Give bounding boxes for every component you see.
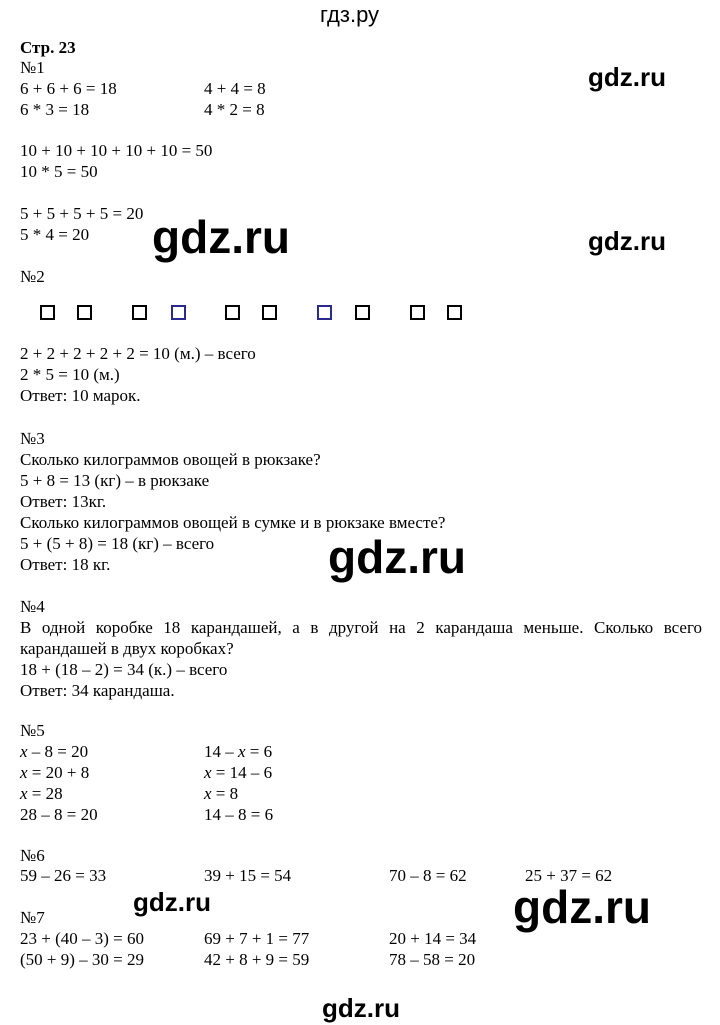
equation: 6 * 3 = 18: [20, 100, 90, 119]
task-title: №7: [20, 908, 45, 927]
equation: 10 + 10 + 10 + 10 + 10 = 50: [20, 141, 213, 160]
equation: 18 + (18 – 2) = 34 (к.) – всего: [20, 660, 228, 679]
square: [40, 305, 55, 320]
square: [447, 305, 462, 320]
site-header: гдз.ру: [320, 2, 380, 27]
equation: x = 28: [20, 784, 63, 803]
equation: 25 + 37 = 62: [525, 866, 613, 885]
equation: x = 8: [204, 784, 239, 803]
task-title: №5: [20, 721, 45, 740]
equation: x = 20 + 8: [20, 763, 90, 782]
task-title: №6: [20, 846, 45, 865]
watermark: gdz.ru: [152, 211, 290, 263]
equation: 6 + 6 + 6 = 18: [20, 79, 117, 98]
watermark: gdz.ru: [513, 881, 651, 933]
equation: 4 + 4 = 8: [204, 79, 266, 98]
watermark: gdz.ru: [133, 887, 211, 917]
square: [317, 305, 332, 320]
equation: x = 14 – 6: [204, 763, 273, 782]
task-title: №1: [20, 58, 45, 77]
watermark: gdz.ru: [588, 62, 666, 92]
equation: 23 + (40 – 3) = 60: [20, 929, 144, 948]
answer: Ответ: 34 карандаша.: [20, 681, 175, 700]
square: [262, 305, 277, 320]
square: [225, 305, 240, 320]
question: Сколько килограммов овощей в сумке и в рюкзаке вместе?: [20, 513, 446, 532]
equation: 14 – 8 = 6: [204, 805, 274, 824]
equation: 39 + 15 = 54: [204, 866, 292, 885]
equation: 2 * 5 = 10 (м.): [20, 365, 120, 384]
equation: 10 * 5 = 50: [20, 162, 98, 181]
equation: (50 + 9) – 30 = 29: [20, 950, 144, 969]
answer: Ответ: 13кг.: [20, 492, 107, 511]
question: карандашей в двух коробках?: [20, 639, 234, 658]
equation: 69 + 7 + 1 = 77: [204, 929, 310, 948]
watermark: gdz.ru: [328, 531, 466, 583]
equation: 5 + 5 + 5 + 5 = 20: [20, 204, 144, 223]
square: [410, 305, 425, 320]
page-title: Стр. 23: [20, 38, 76, 57]
equation: 4 * 2 = 8: [204, 100, 265, 119]
square: [77, 305, 92, 320]
equation: 42 + 8 + 9 = 59: [204, 950, 310, 969]
equation: 2 + 2 + 2 + 2 + 2 = 10 (м.) – всего: [20, 344, 256, 363]
square: [171, 305, 186, 320]
equation: 59 – 26 = 33: [20, 866, 107, 885]
watermark: gdz.ru: [322, 993, 400, 1023]
equation: 28 – 8 = 20: [20, 805, 98, 824]
equation: 14 – x = 6: [204, 742, 273, 761]
square: [132, 305, 147, 320]
task-title: №2: [20, 267, 45, 286]
answer: Ответ: 10 марок.: [20, 386, 141, 405]
equation: 5 + 8 = 13 (кг) – в рюкзаке: [20, 471, 210, 490]
task-title: №3: [20, 429, 45, 448]
square: [355, 305, 370, 320]
equation: 70 – 8 = 62: [389, 866, 467, 885]
equation: 5 * 4 = 20: [20, 225, 90, 244]
equation: 78 – 58 = 20: [389, 950, 476, 969]
watermark: gdz.ru: [588, 226, 666, 256]
equation: 20 + 14 = 34: [389, 929, 477, 948]
answer: Ответ: 18 кг.: [20, 555, 111, 574]
question: В одной коробке 18 карандашей, а в другой на 2 карандаша меньше. Сколько всего: [20, 618, 702, 637]
task-title: №4: [20, 597, 45, 616]
equation: 5 + (5 + 8) = 18 (кг) – всего: [20, 534, 215, 553]
equation: x – 8 = 20: [20, 742, 89, 761]
question: Сколько килограммов овощей в рюкзаке?: [20, 450, 321, 469]
